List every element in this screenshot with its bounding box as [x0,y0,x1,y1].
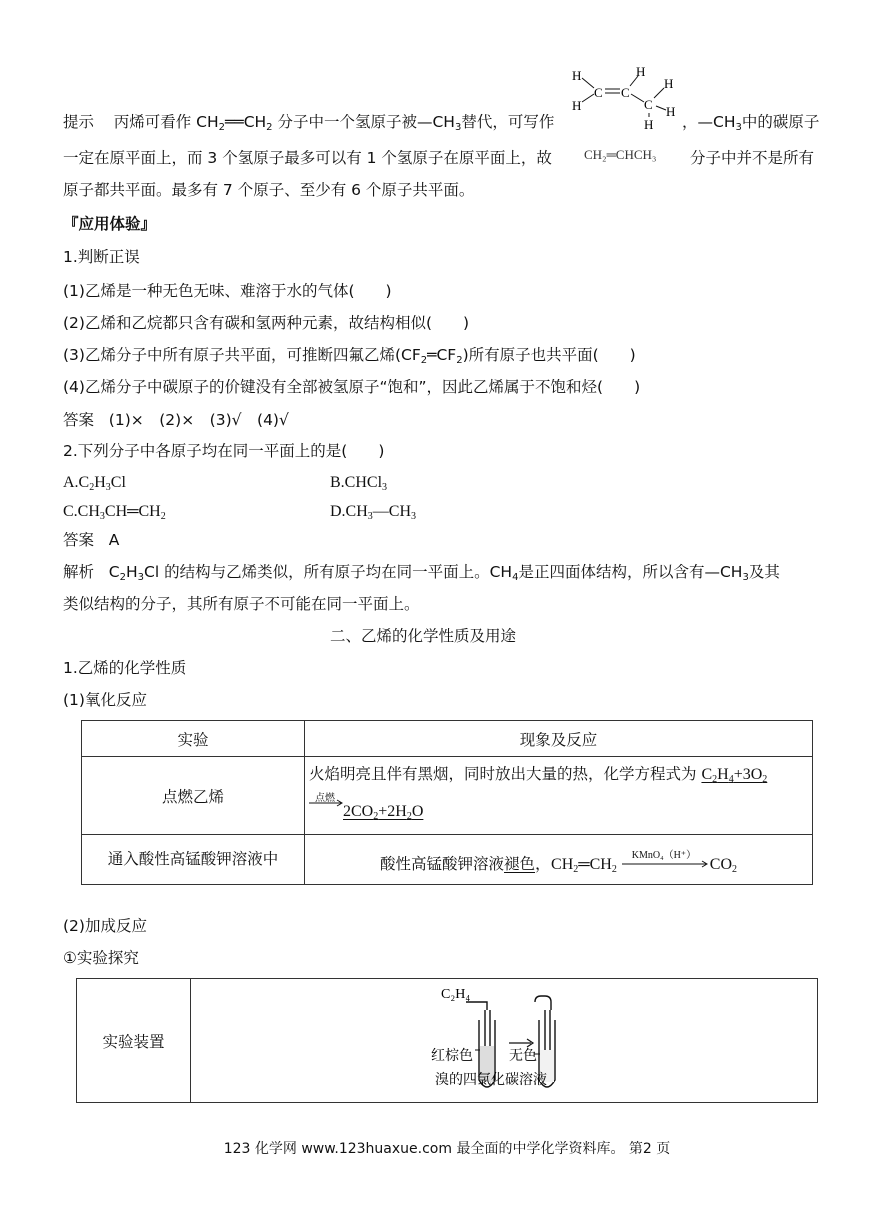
q2-option-d: $D.CH_3—CH_3$ [330,503,417,522]
q2-analysis-line-1: 解析 $C_2H_3Cl$ 的结构与乙烯类似，所有原子均在同一平面上。$CH_4$是正四面体结构，所以含有$—CH_3$及其 [63,563,780,583]
solution-caption: 溴的四氯化碳溶液 [435,1072,547,1088]
left-color-label: 红棕色 [431,1048,473,1064]
q1-title: 1.判断正误 [63,248,140,266]
q2-title: 2.下列分子中各原子均在同一平面上的是( ) [63,442,385,460]
q1-item-2: (2)乙烯和乙烷都只含有碳和氢两种元素，故结构相似( ) [63,314,470,332]
hint-label: 提示 [63,113,95,131]
table2-label: 实验装置 [77,979,191,1103]
q1-item-4: (4)乙烯分子中碳原子的价键没有全部被氢原子“饱和”，因此乙烯属于不饱和烃( ) [63,378,641,396]
svg-text:H: H [664,76,674,91]
paragraph-oxidation: (1)氧化反应 [63,691,147,709]
apparatus-diagram [191,980,817,1102]
table1-row1-label: 点燃乙烯 [82,757,305,835]
table1-row2-label: 通入酸性高锰酸钾溶液中 [82,835,305,885]
svg-text:H: H [644,117,654,130]
hint-line-1-tail: ，$—CH_3$中的碳原子 [682,113,820,133]
oxidation-table [81,720,813,885]
section2-title: 二、乙烯的化学性质及用途 [330,627,517,645]
q1-item-1: (1)乙烯是一种无色无味、难溶于水的气体( ) [63,282,392,300]
kmno4-arrow [622,860,710,868]
svg-text:H: H [572,98,582,113]
experiment-table [76,978,818,1103]
paragraph-addition: (2)加成反应 [63,917,147,935]
svg-text:H: H [636,64,646,79]
paragraph-experiment: ①实验探究 [63,949,139,967]
svg-text:C: C [644,97,653,112]
table1-row1-content: 火焰明亮且伴有黑烟，同时放出大量的热，化学方程式为 $C_2H_4+3O_2$ 点燃 $2CO_2+2H_2O$ [305,757,813,835]
q1-answer: 答案 (1)× (2)× (3)√ (4)√ [63,411,289,429]
q2-answer: 答案 A [63,531,120,549]
equation-reactants: $C_2H_4+3O_2$ [701,766,768,785]
q2-option-b: B.CHCl$_3$ [330,474,388,493]
q2-option-c: $C.CH_3CH═CH_2$ [63,503,166,522]
table1-header-experiment: 实验 [82,721,305,757]
reagent-label: C₂H₄ [441,986,471,1002]
table1-header-phenomenon: 现象及反应 [305,721,813,757]
q1-item-3: (3)乙烯分子中所有原子共平面，可推断四氟乙烯$(CF_2═CF_2)$所有原子也共平面( ) [63,346,636,366]
hint-line-3: 原子都共平面。最多有 7 个原子、至少有 6 个原子共平面。 [63,181,475,199]
svg-text:H: H [572,68,582,83]
svg-text:C: C [621,85,630,100]
decolor-text: 褪色 [504,854,536,873]
reaction-arrow [309,799,345,807]
svg-text:C: C [594,85,603,100]
hint-line-2: 一定在原平面上，而 3 个氢原子最多可以有 1 个氢原子在原平面上，故 [63,149,552,167]
hint-line-2-tail: 分子中并不是所有 [690,149,815,167]
propene-structure-diagram [568,64,683,130]
svg-text:H: H [666,104,676,119]
propene-condensed-formula: CH₂═CHCH₃ [584,147,657,162]
hint-line-1: 提示 丙烯可看作 $CH_2══CH_2$ 分子中一个氢原子被$—CH_3$替代，可写作 [63,113,555,133]
table1-row2-content: 酸性高锰酸钾溶液褪色，$CH_2═CH_2$ KMnO₄（H⁺） $CO_2$ [305,835,813,885]
section-label: 『应用体验』 [63,215,157,233]
paragraph-chem-props: 1.乙烯的化学性质 [63,659,187,677]
right-color-label: 无色 [509,1048,537,1064]
table2-diagram-cell [191,979,818,1103]
equation-products: $2CO_2+2H_2O$ [343,803,424,822]
q2-analysis-line-2: 类似结构的分子，其所有原子不可能在同一平面上。 [63,595,420,613]
kmno4-condition: KMnO₄（H⁺） [631,850,697,861]
condition-label: 点燃 [315,793,335,804]
q2-option-a: $A.C_2H_3Cl$ [63,474,126,493]
page-footer: 123 化学网 www.123huaxue.com 最全面的中学化学资料库。 第2 页 [223,1141,671,1157]
